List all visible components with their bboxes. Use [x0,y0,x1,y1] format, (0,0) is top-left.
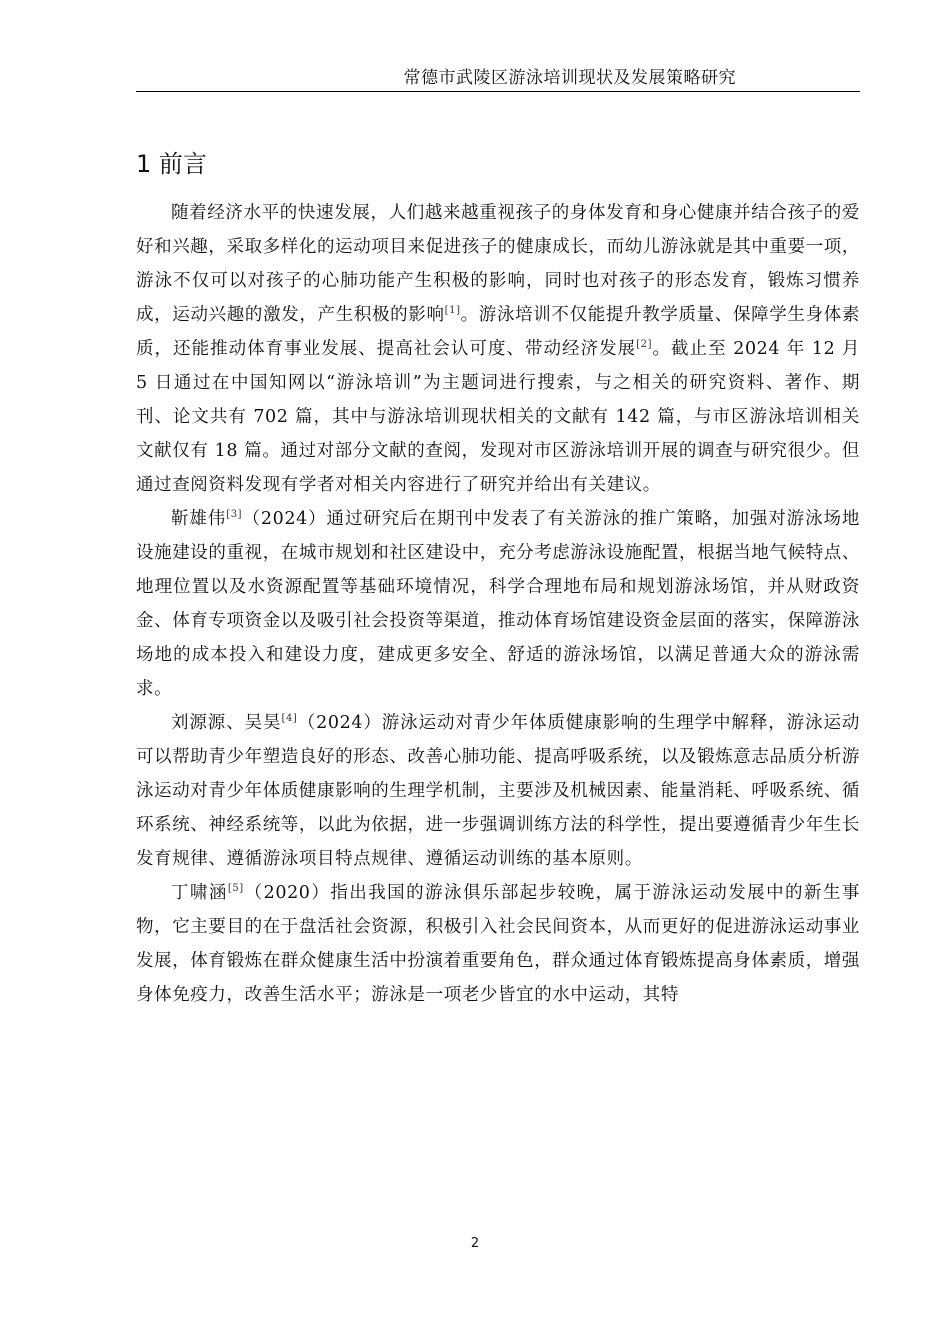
paragraph-text: 。截止至 2024 年 12 月 5 日通过在中国知网以“游泳培训”为主题词进行搜索，与之相关的研究资料、著作、期刊、论文共有 702 篇，其中与游泳培训现状相关的文献有 142 篇，与市区游泳培训相关文献仅有 18 篇。通过对部分文献的查阅，发现对市区游泳培训开展的调查与研究很少。但通过查阅资料发现有学者对相关内容进行了研究并给出有关建议。 [136,339,860,495]
section-heading: 1 前言 [136,150,207,178]
paragraph-text: 刘源源、吴昊 [171,713,282,733]
paragraph-jin-xiongwei [136,502,860,706]
paragraph-ding-xiaohan [136,876,860,1012]
running-header-title: 常德市武陵区游泳培训现状及发展策略研究 [403,68,736,88]
citation-marker: [3] [226,509,243,521]
paragraph-text: （2024）通过研究后在期刊中发表了有关游泳的推广策略，加强对游泳场地设施建设的重视，在城市规划和社区建设中，充分考虑游泳设施配置，根据当地气候特点、地理位置以及水资源配置等基础环境情况，科学合理地布局和规划游泳场馆，并从财政资金、体育专项资金以及吸引社会投资等渠道，推动体育场馆建设资金层面的落实，保障游泳场地的成本投入和建设力度，建成更多安全、舒适的游泳场馆，以满足普通大众的游泳需求。 [136,509,860,699]
paragraph-text: 。游泳培训不仅能提升教学质量、保障学生身体素质，还能推动体育事业发展、提高社会认可度、带动经济发展 [136,305,860,359]
paragraph-text: 随着经济水平的快速发展，人们越来越重视孩子的身体发育和身心健康并结合孩子的爱好和兴趣，采取多样化的运动项目来促进孩子的健康成长，而幼儿游泳就是其中重要一项，游泳不仅可以对孩子的心肺功能产生积极的影响，同时也对孩子的形态发育，锻炼习惯养成，运动兴趣的激发，产生积极的影响 [136,203,860,325]
paragraph-text: （2020）指出我国的游泳俱乐部起步较晚，属于游泳运动发展中的新生事物，它主要目的在于盘活社会资源，积极引入社会民间资本，从而更好的促进游泳运动事业发展，体育锻炼在群众健康生活中扮演着重要角色，群众通过体育锻炼提高身体素质，增强身体免疫力，改善生活水平；游泳是一项老少皆宜的水中运动，其特 [136,883,860,1005]
citation-marker: [2] [636,339,653,351]
page-number: 2 [470,1236,480,1251]
citation-marker: [4] [281,713,298,725]
citation-marker: [1] [444,305,461,317]
running-header [136,68,860,92]
body-text [136,196,860,1012]
paragraph-liu-wu [136,706,860,876]
paragraph-text: 靳雄伟 [171,509,227,529]
paragraph-intro [136,196,860,502]
citation-marker: [5] [227,883,244,895]
paragraph-text: 丁啸涵 [171,883,228,903]
paragraph-text: （2024）游泳运动对青少年体质健康影响的生理学中解释，游泳运动可以帮助青少年塑造良好的形态、改善心肺功能、提高呼吸系统，以及锻炼意志品质分析游泳运动对青少年体质健康影响的生理学机制，主要涉及机械因素、能量消耗、呼吸系统、循环系统、神经系统等，以此为依据，进一步强调训练方法的科学性，提出要遵循青少年生长发育规律、遵循游泳项目特点规律、遵循运动训练的基本原则。 [136,713,860,869]
